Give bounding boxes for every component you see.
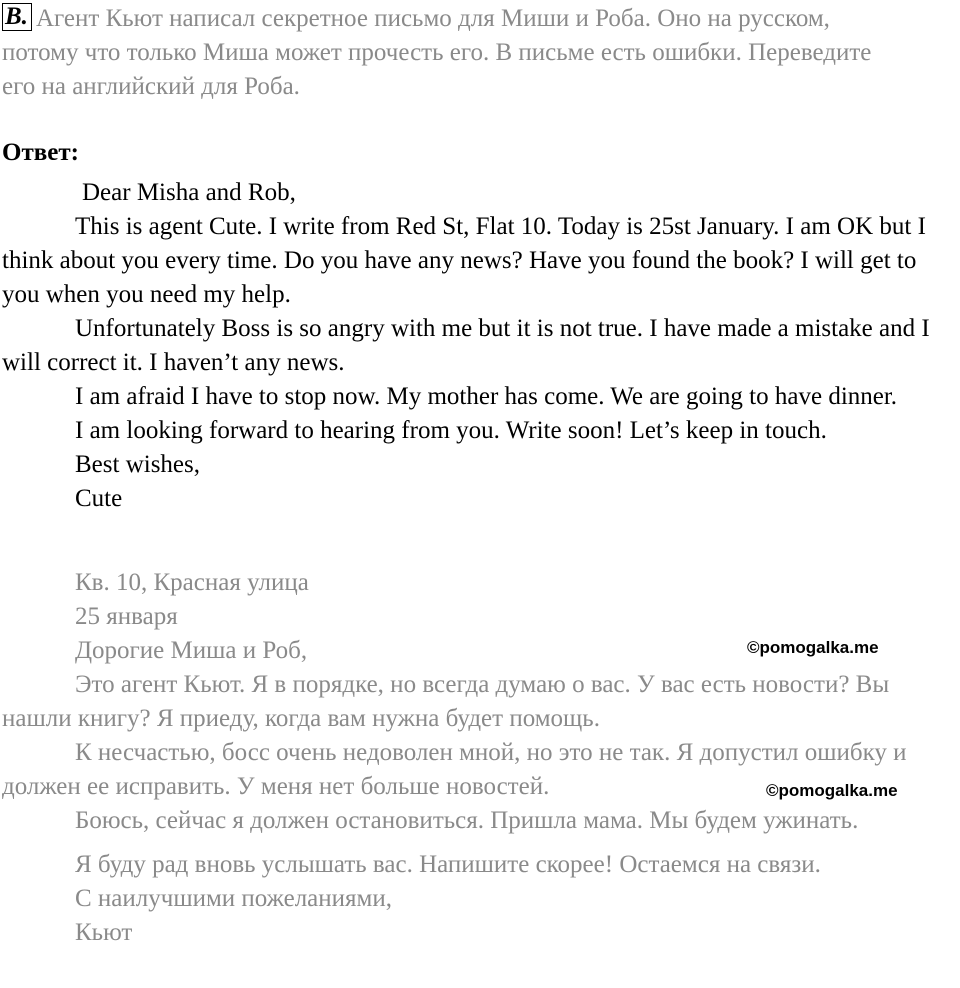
english-paragraph: I am afraid I have to stop now. My mother has come. We are going to have dinner.	[75, 383, 898, 410]
russian-date: 25 января	[75, 603, 178, 630]
russian-greeting: Дорогие Миша и Роб,	[75, 637, 308, 664]
answer-label: Ответ:	[2, 139, 79, 166]
task-instruction	[2, 2, 882, 104]
russian-address: Кв. 10, Красная улица	[75, 569, 309, 596]
task-text: Агент Кьют написал секретное письмо для Миши и Роба. Оно на русском, потому что только Миша может прочесть его. В письме есть ошибки. Переведите его на английский для Роба.	[2, 5, 872, 100]
russian-paragraph: Боюсь, сейчас я должен остановиться. Пришла мама. Мы будем ужинать.	[75, 807, 859, 834]
russian-closing: С наилучшими пожеланиями,	[75, 885, 392, 912]
english-signature: Cute	[75, 485, 123, 512]
watermark: ©pomogalka.me	[766, 781, 898, 800]
russian-signature: Кьют	[75, 919, 133, 946]
russian-paragraph: К несчастью, босс очень недоволен мной, но это не так. Я допустил ошибку и должен ее исправить. У меня нет больше новостей.	[2, 739, 907, 800]
english-closing: Best wishes,	[75, 451, 200, 478]
watermark: ©pomogalka.me	[747, 638, 879, 657]
task-letter-box: B.	[2, 3, 32, 31]
english-letter	[2, 176, 958, 516]
russian-paragraph: Это агент Кьют. Я в порядке, но всегда думаю о вас. У вас есть новости? Вы нашли книгу? Я приеду, когда вам нужна будет помощь.	[2, 671, 890, 732]
english-paragraph: This is agent Cute. I write from Red St, Flat 10. Today is 25st January. I am OK but I think about you every time. Do you have any news? Have you found the book? I will get to you when you need my help.	[2, 213, 926, 308]
russian-paragraph: Я буду рад вновь услышать вас. Напишите скорее! Остаемся на связи.	[75, 851, 821, 878]
russian-letter	[2, 566, 958, 950]
worksheet-page	[2, 2, 958, 950]
english-paragraph: Unfortunately Boss is so angry with me but it is not true. I have made a mistake and I will correct it. I haven’t any news.	[2, 315, 930, 376]
paragraph-gap	[2, 838, 958, 848]
english-greeting: Dear Misha and Rob,	[82, 179, 296, 206]
english-paragraph: I am looking forward to hearing from you. Write soon! Let’s keep in touch.	[75, 417, 827, 444]
